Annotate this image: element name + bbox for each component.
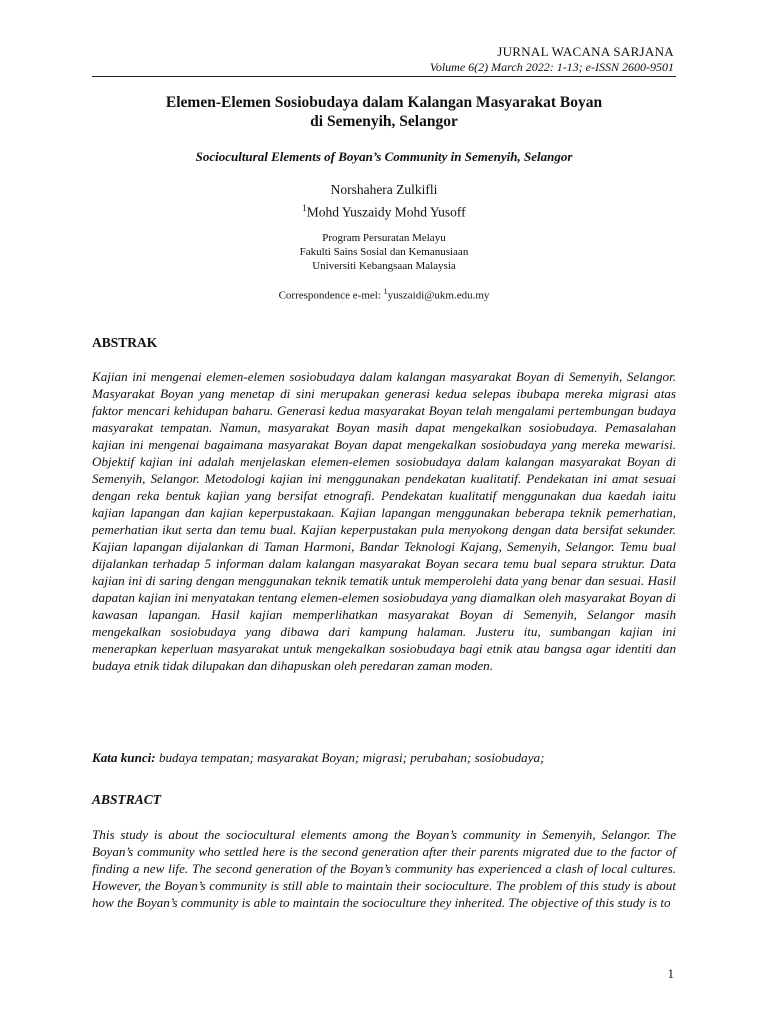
author-2 bbox=[92, 199, 676, 222]
abstrak-heading: ABSTRAK bbox=[92, 335, 158, 350]
journal-name: JURNAL WACANA SARJANA bbox=[497, 44, 674, 59]
correspondence-email[interactable]: yuszaidi@ukm.edu.my bbox=[387, 289, 490, 302]
header-rule bbox=[92, 76, 676, 77]
author-1: Norshahera Zulkifli bbox=[330, 182, 438, 197]
abstrak-text: Kajian ini mengenai elemen-elemen sosiobudaya dalam kalangan masyarakat Boyan di Semenyih, Selangor. Masyarakat Boyan yang menetap di sini merupakan generasi kedua selepas ibubapa mereka migrasi atas faktor mencari kehidupan baharu. Generasi kedua masyarakat Boyan telah mengalami pertembungan budaya masyarakat tempatan. Namun, masyarakat Boyan masih dapat mengekalkan sosiobudaya. Pemasalahan kajian ini mengenai bagaimana masyarakat Boyan dapat mengekalkan sosiobudaya yang mereka mewarisi. Objektif kajian ini adalah menjelaskan elemen-elemen sosiobudaya dalam kalangan masyarakat Boyan di Semenyih, Selangor. Metodologi kajian ini menggunakan pendekatan kualitatif. Pendekatan ini amat sesuai dengan reka bentuk kajian yang bersifat etnografi. Pendekatan kualitatif menggunakan dua kaedah iaitu kajian lapangan dan kajian keperpustakaan. Kajian lapangan menggunakan beberapa teknik pemerhatian, pemerhatian ikut serta dan temu bual. Kajian keperpustakan pula menyokong dengan data bersifat sekunder. Kajian lapangan dijalankan di Taman Harmoni, Bandar Teknologi Kajang, Semenyih, Selangor. Temu bual dijalankan terhadap 5 informan dalam kalangan masyarakat Boyan secara temu bual separa struktur. Data kajian ini di saring dengan menggunakan teknik tematik untuk memperolehi data yang benar dan sesuai. Hasil dapatan kajian ini menyatakan tentang elemen-elemen sosiobudaya yang diamalkan oleh masyarakat Boyan di kawasan lapangan. Hasil kajian memperlihatkan masyarakat Boyan di Semenyih, Selangor masih mengekalkan sosiobudaya yang dibawa dari kampung halaman. Justeru itu, sumbangan kajian ini menerapkan keperluan masyarakat untuk mengekalkan sosiobudaya bagi etnik atau bangsa agar identiti dan budaya etnik tidak dilupakan dan dihapuskan oleh peredaran zaman moden. bbox=[92, 369, 676, 673]
author-2-superscript: 1 bbox=[302, 203, 307, 213]
paper-title bbox=[92, 93, 676, 131]
keywords-text: budaya tempatan; masyarakat Boyan; migrasi; perubahan; sosiobudaya; bbox=[155, 750, 545, 765]
affiliation bbox=[92, 231, 676, 273]
abstract-heading: ABSTRACT bbox=[92, 792, 162, 807]
title-line-1: Elemen-Elemen Sosiobudaya dalam Kalangan Masyarakat Boyan bbox=[165, 94, 603, 111]
running-header bbox=[430, 44, 674, 75]
correspondence-label: Correspondence e-mel: bbox=[278, 289, 384, 302]
author-2-name: Mohd Yuszaidy Mohd Yusoff bbox=[306, 204, 466, 220]
journal-volume: Volume 6(2) March 2022: 1-13; e-ISSN 2600-9501 bbox=[429, 60, 674, 74]
title-line-2: di Semenyih, Selangor bbox=[310, 113, 458, 130]
english-title: Sociocultural Elements of Boyan’s Community in Semenyih, Selangor bbox=[195, 149, 573, 164]
affiliation-program: Program Persuratan Melayu bbox=[322, 232, 446, 244]
correspondence bbox=[92, 287, 676, 302]
affiliation-university: Universiti Kebangsaan Malaysia bbox=[312, 260, 456, 272]
abstract-text: This study is about the sociocultural elements among the Boyan’s community in Semenyih, Selangor. The Boyan’s community who settled here is the second generation after their parents migrated due to the factor of finding a new life. The second generation of the Boyan’s community has experienced a clash of local cultures. However, the Boyan’s community is still able to maintain their socioculture. The problem of this study is about how the Boyan’s community is able to maintain the socioculture they inherited. The objective of this study is to bbox=[92, 827, 676, 910]
author-list bbox=[92, 181, 676, 222]
correspondence-superscript: 1 bbox=[383, 287, 388, 296]
affiliation-faculty: Fakulti Sains Sosial dan Kemanusiaan bbox=[299, 246, 469, 258]
page-number: 1 bbox=[667, 966, 674, 981]
keywords-label: Kata kunci: bbox=[92, 750, 156, 765]
keywords bbox=[92, 750, 676, 766]
